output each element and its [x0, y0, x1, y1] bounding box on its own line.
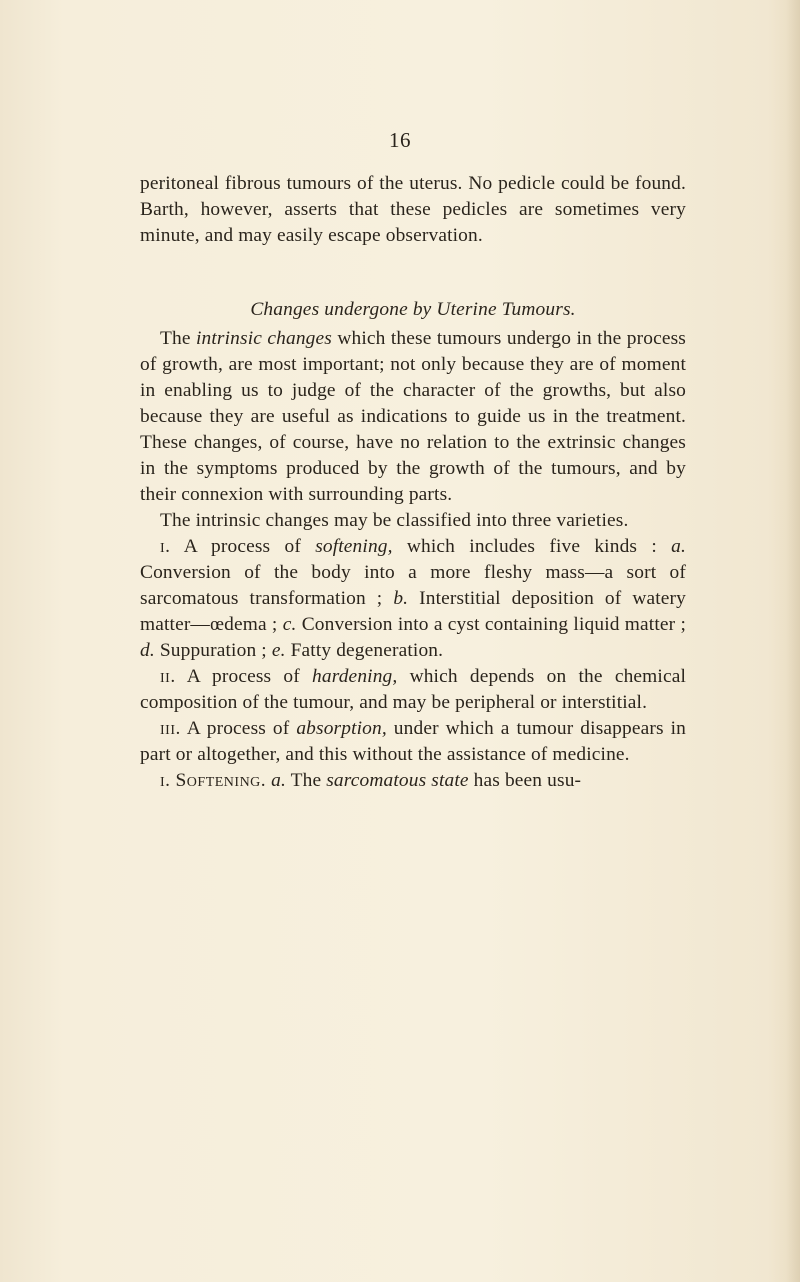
paragraph-continued: peritoneal fibrous tumours of the uterus. No pedicle could be found. Barth, however, asserts that these pedicles are sometimes very minute, and may easily escape observation.	[140, 173, 686, 246]
item-text: A process of	[170, 536, 316, 557]
paragraph-text: has been usu-	[468, 770, 582, 791]
list-item-softening	[140, 534, 686, 664]
item-text: Conversion of the body into a more fleshy mass—a sort of sarcomatous transformation ;	[140, 562, 686, 609]
roman-numeral: iii.	[160, 718, 181, 739]
emphasis-intrinsic-changes: intrinsic changes	[196, 328, 332, 349]
subsection-title-softening: Softening.	[175, 770, 267, 791]
item-text: Conversion into a cyst containing liquid matter ;	[296, 614, 686, 635]
sub-letter-d: d.	[140, 640, 155, 661]
page-edge-shadow	[786, 0, 800, 1282]
body-text	[140, 171, 686, 794]
paragraph-text: The	[160, 328, 196, 349]
roman-numeral: ii.	[160, 666, 176, 687]
item-text: under which a tumour disappears in part or altogether, and this without the assistance of medicine.	[140, 718, 686, 765]
list-item-absorption	[140, 716, 686, 768]
paragraph-text: which these tumours undergo in the process of growth, are most important; not only because they are of moment in enabling us to judge of the character of the growths, but also because they are useful as indications to guide us in the treatment. These changes, of course, have no relation to the extrinsic changes in the symptoms produced by the growth of the tumours, and by their connexion with surrounding parts.	[140, 328, 686, 505]
item-text: Suppuration ;	[154, 640, 272, 661]
roman-numeral: i.	[160, 770, 171, 791]
emphasis-hardening: hardening,	[312, 666, 398, 687]
emphasis-sarcomatous-state: sarcomatous state	[326, 770, 469, 791]
paragraph-classification: The intrinsic changes may be classified into three varieties.	[160, 510, 629, 531]
page-number: 16	[389, 128, 411, 152]
item-text: which depends on the chemical composition of the tumour, and may be peripheral or interstitial.	[140, 666, 686, 713]
sub-letter-a: a.	[671, 536, 686, 557]
sub-letter-e: e.	[271, 640, 286, 661]
section-heading: Changes undergone by Uterine Tumours.	[250, 299, 576, 320]
emphasis-softening: softening,	[315, 536, 393, 557]
sub-letter-b: b.	[393, 588, 409, 609]
item-text: A process of	[175, 666, 313, 687]
sub-letter-a: a.	[271, 770, 286, 791]
item-text: which includes five kinds :	[392, 536, 672, 557]
list-item-hardening	[140, 664, 686, 716]
item-text: A process of	[180, 718, 297, 739]
emphasis-absorption: absorption,	[296, 718, 387, 739]
paragraph-intrinsic-changes	[140, 326, 686, 508]
sub-letter-c: c.	[282, 614, 297, 635]
roman-numeral: i.	[160, 536, 171, 557]
item-text: Fatty degeneration.	[285, 640, 444, 661]
paragraph-text: The	[285, 770, 327, 791]
paragraph-softening-start	[140, 768, 686, 794]
item-text: Interstitial deposition of watery matter—œdema ;	[140, 588, 686, 635]
